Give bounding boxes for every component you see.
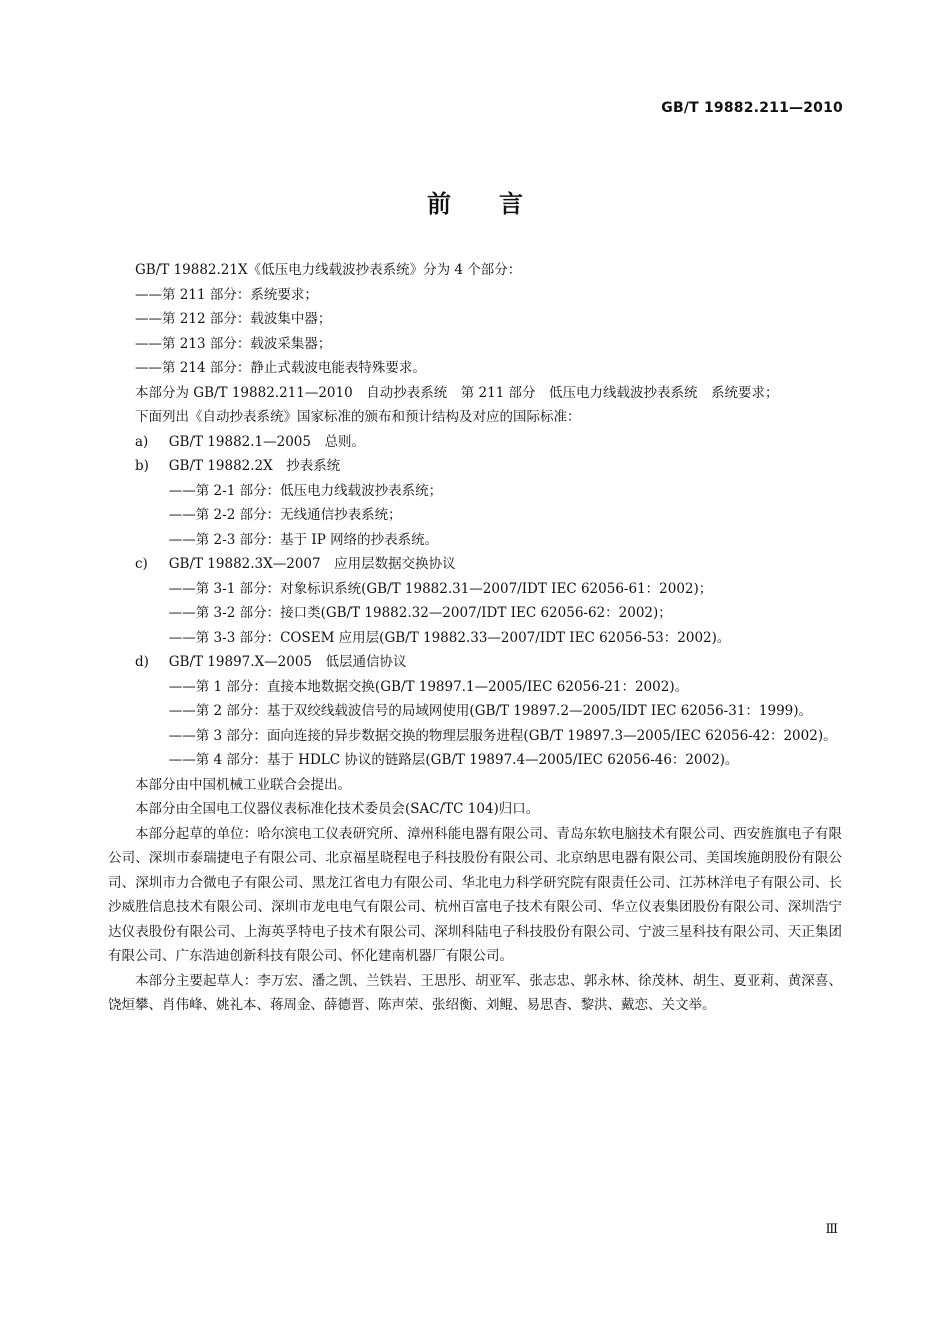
list-marker: d) [135,654,149,670]
group-c-heading [108,552,842,577]
group-b-heading [108,454,842,479]
group-a-heading [108,430,842,455]
sub-item: ——第 2 部分：基于双绞线载波信号的局域网使用(GB/T 19897.2—2005/IDT IEC 62056-31：1999)。 [168,703,813,719]
standard-number: GB/T 19882.211—2010 [661,100,843,116]
foreword-body [108,258,842,1018]
sub-item: ——第 1 部分：直接本地数据交换(GB/T 19897.1—2005/IEC 62056-21：2002)。 [168,678,689,695]
drafting-units-paragraph: 本部分起草的单位：哈尔滨电工仪表研究所、漳州科能电器有限公司、青岛东软电脑技术有限公司、西安旌旗电子有限公司、深圳市泰瑞捷电子有限公司、北京福星晓程电子科技股份有限公司、北京纳思电器有限公司、美国埃施朗股份有限公司、深圳市力合微电子有限公司、黑龙江省电力有限公司、华北电力科学研究院有限责任公司、江苏林洋电子有限公司、长沙威胜信息技术有限公司、深圳市龙电电气有限公司、杭州百富电子技术有限公司、华立仪表集团股份有限公司、深圳浩宁达仪表股份有限公司、上海英孚特电子技术有限公司、深圳科陆电子科技股份有限公司、宁波三星科技有限公司、天正集团有限公司、广东浩迪创新科技有限公司、怀化建南机器厂有限公司。 [108,825,842,964]
list-marker: a) [135,433,149,450]
part-item: ——第 211 部分：系统要求； [135,286,318,303]
group-label: GB/T 19882.3X—2007 应用层数据交换协议 [168,556,456,572]
part-item: ——第 214 部分：静止式载波电能表特殊要求。 [135,360,426,376]
sub-item: ——第 2-2 部分：无线通信抄表系统； [168,507,402,523]
page-number: Ⅲ [825,1222,838,1237]
list-marker: b) [135,458,149,474]
sub-item: ——第 4 部分：基于 HDLC 协议的链路层(GB/T 19897.4—2005/IEC 62056-46：2002)。 [168,752,739,768]
list-intro-paragraph: 下面列出《自动抄表系统》国家标准的颁布和预计结构及对应的国际标准： [135,409,581,425]
group-label: GB/T 19897.X—2005 低层通信协议 [168,654,407,670]
part-item: ——第 213 部分：载波采集器； [135,335,332,352]
this-part-paragraph: 本部分为 GB/T 19882.211—2010 自动抄表系统 第 211 部分 低压电力线载波抄表系统 系统要求； [135,384,779,401]
sub-item: ——第 3-2 部分：接口类(GB/T 19882.32—2007/IDT IEC 62056-62：2002)； [168,605,672,621]
proposed-paragraph: 本部分由中国机械工业联合会提出。 [135,776,351,793]
drafters-paragraph: 本部分主要起草人：李万宏、潘之凯、兰铁岩、王思彤、胡亚军、张志忠、郭永林、徐茂林、胡生、夏亚莉、黄深喜、饶烜攀、肖伟峰、姚礼本、蒋周金、薛德晋、陈声荣、张绍衡、刘鲲、易思杳、黎洪、戴恋、关文举。 [108,972,842,1013]
sub-item: ——第 3-1 部分：对象标识系统(GB/T 19882.31—2007/IDT IEC 62056-61：2002)； [168,580,713,597]
page-title: 前言 [427,190,571,218]
group-label: GB/T 19882.1—2005 总则。 [168,433,365,450]
list-marker: c) [135,556,148,572]
part-item: ——第 212 部分：载波集中器； [135,311,332,327]
sub-item: ——第 3 部分：面向连接的异步数据交换的物理层服务进程(GB/T 19897.3—2005/IEC 62056-42：2002)。 [168,727,837,744]
sub-item: ——第 2-1 部分：低压电力线载波抄表系统； [168,482,443,499]
sub-item: ——第 2-3 部分：基于 IP 网络的抄表系统。 [168,531,439,548]
group-label: GB/T 19882.2X 抄表系统 [168,458,341,474]
centralized-paragraph: 本部分由全国电工仪器仪表标准化技术委员会(SAC/TC 104)归口。 [135,801,540,817]
group-d-heading [108,650,842,675]
sub-item: ——第 3-3 部分：COSEM 应用层(GB/T 19882.33—2007/IDT IEC 62056-53：2002)。 [168,629,731,646]
intro-paragraph: GB/T 19882.21X《低压电力线载波抄表系统》分为 4 个部分： [135,262,522,278]
